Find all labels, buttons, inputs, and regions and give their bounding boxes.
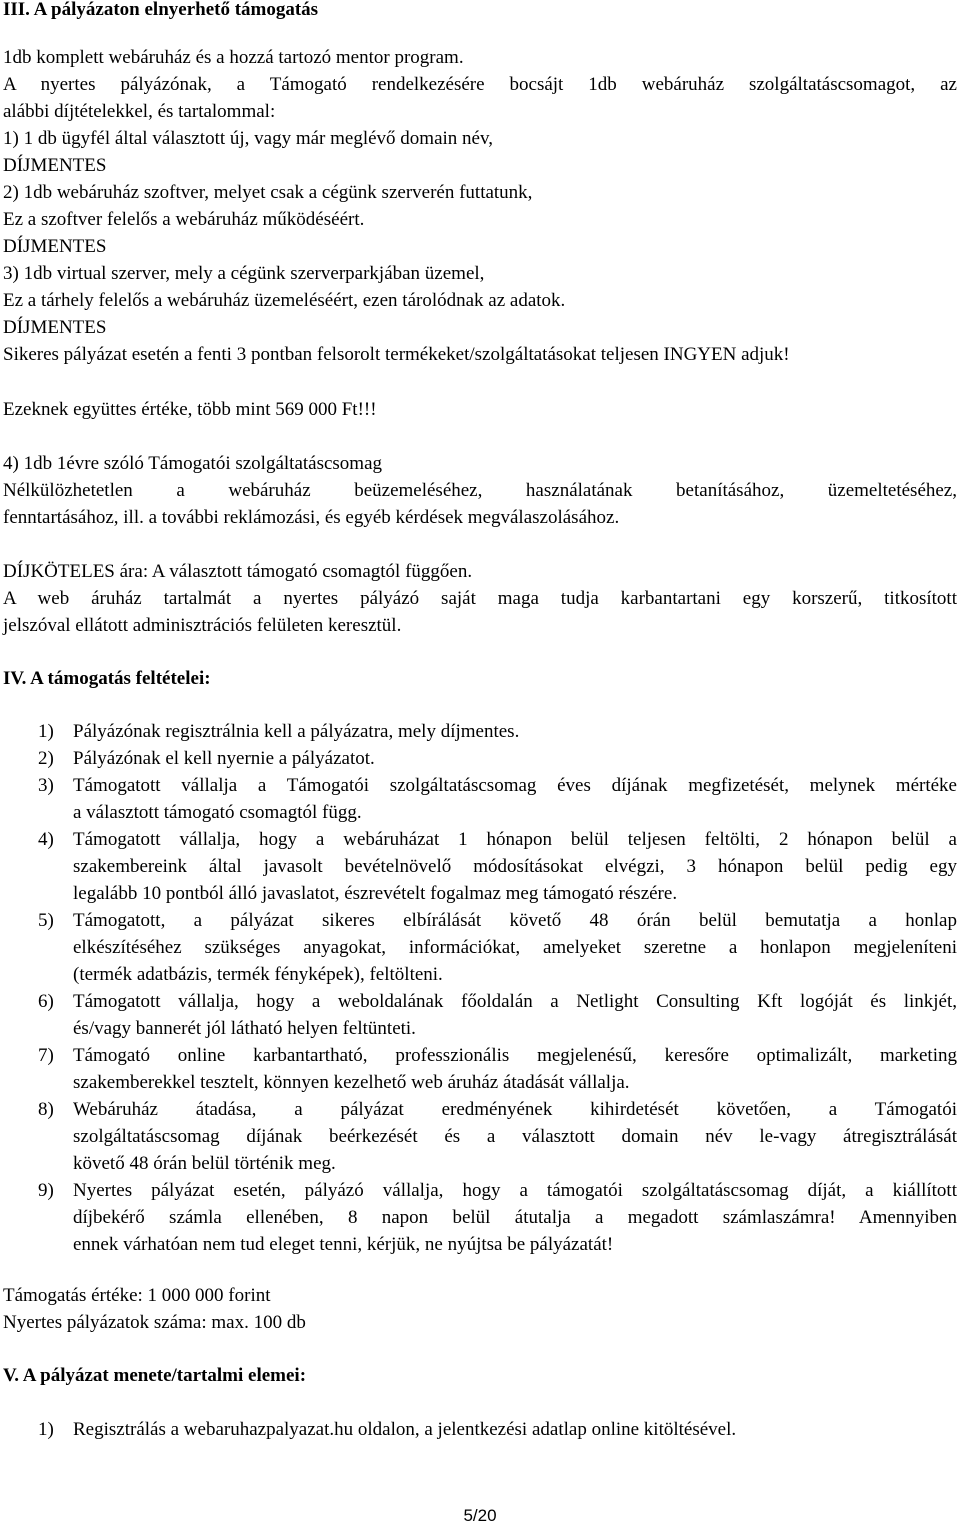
item-4-description-line-1: Nélkülözhetetlen a webáruház beüzemeléséhez, használatának betanításához, üzemeltetéséhez, — [3, 480, 957, 501]
condition-7-text-line-2: szakemberekkel tesztelt, könnyen kezelhető web áruház átadását vállalja. — [73, 1072, 630, 1093]
condition-8-text-line-2: szolgáltatáscsomag díjának beérkezését és a választott domain név le-vagy átregisztrálását — [73, 1126, 957, 1147]
condition-9-number: 9) — [38, 1180, 54, 1201]
condition-2-number: 2) — [38, 748, 54, 769]
condition-8-text-line-1: Webáruház átadása, a pályázat eredményének kihirdetését követően, a Támogatói — [73, 1099, 957, 1120]
condition-9-text-line-3: ennek várhatóan nem tud eleget tenni, kérjük, ne nyújtsa be pályázatát! — [73, 1234, 614, 1255]
offer-summary: 1db komplett webáruház és a hozzá tartozó mentor program. — [3, 47, 464, 68]
offer-intro-line-1: A nyertes pályázónak, a Támogató rendelkezésére bocsájt 1db webáruház szolgáltatáscsomagot, az — [3, 74, 957, 95]
condition-5-text-line-3: (termék adatbázis, termék fényképek), feltölteni. — [73, 964, 443, 985]
condition-4-text-line-3: legalább 10 pontból álló javaslatot, észrevételt fogalmaz meg támogató részére. — [73, 883, 678, 904]
item-4-description-line-2: fenntartásához, ill. a további reklámozási, és egyéb kérdések megválaszolásához. — [3, 507, 620, 528]
admin-note-line-1: A web áruház tartalmát a nyertes pályázó saját maga tudja karbantartani egy korszerű, titkosított — [3, 588, 957, 609]
item-2-description: Ez a szoftver felelős a webáruház működéséért. — [3, 209, 365, 230]
condition-1-text: Pályázónak regisztrálnia kell a pályázatra, mely díjmentes. — [73, 721, 520, 742]
item-3-server: 3) 1db virtual szerver, mely a cégünk szerverparkjában üzemel, — [3, 263, 485, 284]
condition-3-number: 3) — [38, 775, 54, 796]
combined-value-statement: Ezeknek együttes értéke, több mint 569 000 Ft!!! — [3, 399, 377, 420]
condition-6-text-line-2: és/vagy bannerét jól látható helyen feltünteti. — [73, 1018, 416, 1039]
condition-9-text-line-1: Nyertes pályázat esetén, pályázó vállalja, hogy a támogatói szolgáltatáscsomag díját, a kiállított — [73, 1180, 957, 1201]
item-4-support-package: 4) 1db 1évre szóló Támogatói szolgáltatáscsomag — [3, 453, 383, 474]
condition-1-number: 1) — [38, 721, 54, 742]
item-2-software: 2) 1db webáruház szoftver, melyet csak a cégünk szerverén futtatunk, — [3, 182, 533, 203]
condition-6-number: 6) — [38, 991, 54, 1012]
condition-4-text-line-1: Támogatott vállalja, hogy a webáruházat 1 hónapon belül teljesen feltölti, 2 hónapon belül a — [73, 829, 957, 850]
winner-count: Nyertes pályázatok száma: max. 100 db — [3, 1312, 306, 1333]
item-1-domain: 1) 1 db ügyfél által választott új, vagy már meglévő domain név, — [3, 128, 493, 149]
item-1-free-label: DÍJMENTES — [3, 155, 107, 176]
condition-2-text: Pályázónak el kell nyernie a pályázatot. — [73, 748, 375, 769]
item-2-free-label: DÍJMENTES — [3, 236, 107, 257]
condition-4-text-line-2: szakembereink által javasolt bevételnövelő módosításokat elvégzi, 3 hónapon belül pedig egy — [73, 856, 957, 877]
condition-6-text-line-1: Támogatott vállalja, hogy a weboldalának főoldalán a Netlight Consulting Kft logóját és linkjét, — [73, 991, 957, 1012]
condition-8-number: 8) — [38, 1099, 54, 1120]
condition-5-number: 5) — [38, 910, 54, 931]
page-number: 5/20 — [463, 1506, 497, 1525]
item-3-free-label: DÍJMENTES — [3, 317, 107, 338]
step-1-number: 1) — [38, 1419, 54, 1440]
condition-5-text-line-2: elkészítéséhez szükséges anyagokat, információkat, amelyeket szeretne a honlapon megjeleníteni — [73, 937, 957, 958]
condition-4-number: 4) — [38, 829, 54, 850]
condition-3-text-line-1: Támogatott vállalja a Támogatói szolgáltatáscsomag éves díjának megfizetését, melynek mértéke — [73, 775, 957, 796]
free-offer-statement: Sikeres pályázat esetén a fenti 3 pontban felsorolt termékeket/szolgáltatásokat teljesen INGYEN adjuk! — [3, 344, 790, 365]
condition-5-text-line-1: Támogatott, a pályázat sikeres elbírálását követő 48 órán belül bemutatja a honlap — [73, 910, 957, 931]
condition-8-text-line-3: követő 48 órán belül történik meg. — [73, 1153, 336, 1174]
section-v-title: V. A pályázat menete/tartalmi elemei: — [3, 1365, 307, 1386]
item-3-description: Ez a tárhely felelős a webáruház üzemeléséért, ezen tárolódnak az adatok. — [3, 290, 566, 311]
offer-intro-line-2: alábbi díjtételekkel, és tartalommal: — [3, 101, 276, 122]
support-value: Támogatás értéke: 1 000 000 forint — [3, 1285, 271, 1306]
condition-9-text-line-2: díjbekérő számla ellenében, 8 napon belül átutalja a megadott számlaszámra! Amennyiben — [73, 1207, 957, 1228]
section-iii-title: III. A pályázaton elnyerhető támogatás — [3, 0, 319, 20]
condition-7-number: 7) — [38, 1045, 54, 1066]
condition-7-text-line-1: Támogató online karbantartható, professzionális megjelenésű, keresőre optimalizált, marketing — [73, 1045, 957, 1066]
step-1-text: Regisztrálás a webaruhazpalyazat.hu oldalon, a jelentkezési adatlap online kitöltésével. — [73, 1419, 737, 1440]
paid-price-note: DÍJKÖTELES ára: A választott támogató csomagtól függően. — [3, 561, 473, 582]
section-iv-title: IV. A támogatás feltételei: — [3, 668, 211, 689]
admin-note-line-2: jelszóval ellátott adminisztrációs felületen keresztül. — [3, 615, 402, 636]
condition-3-text-line-2: a választott támogató csomagtól függ. — [73, 802, 362, 823]
